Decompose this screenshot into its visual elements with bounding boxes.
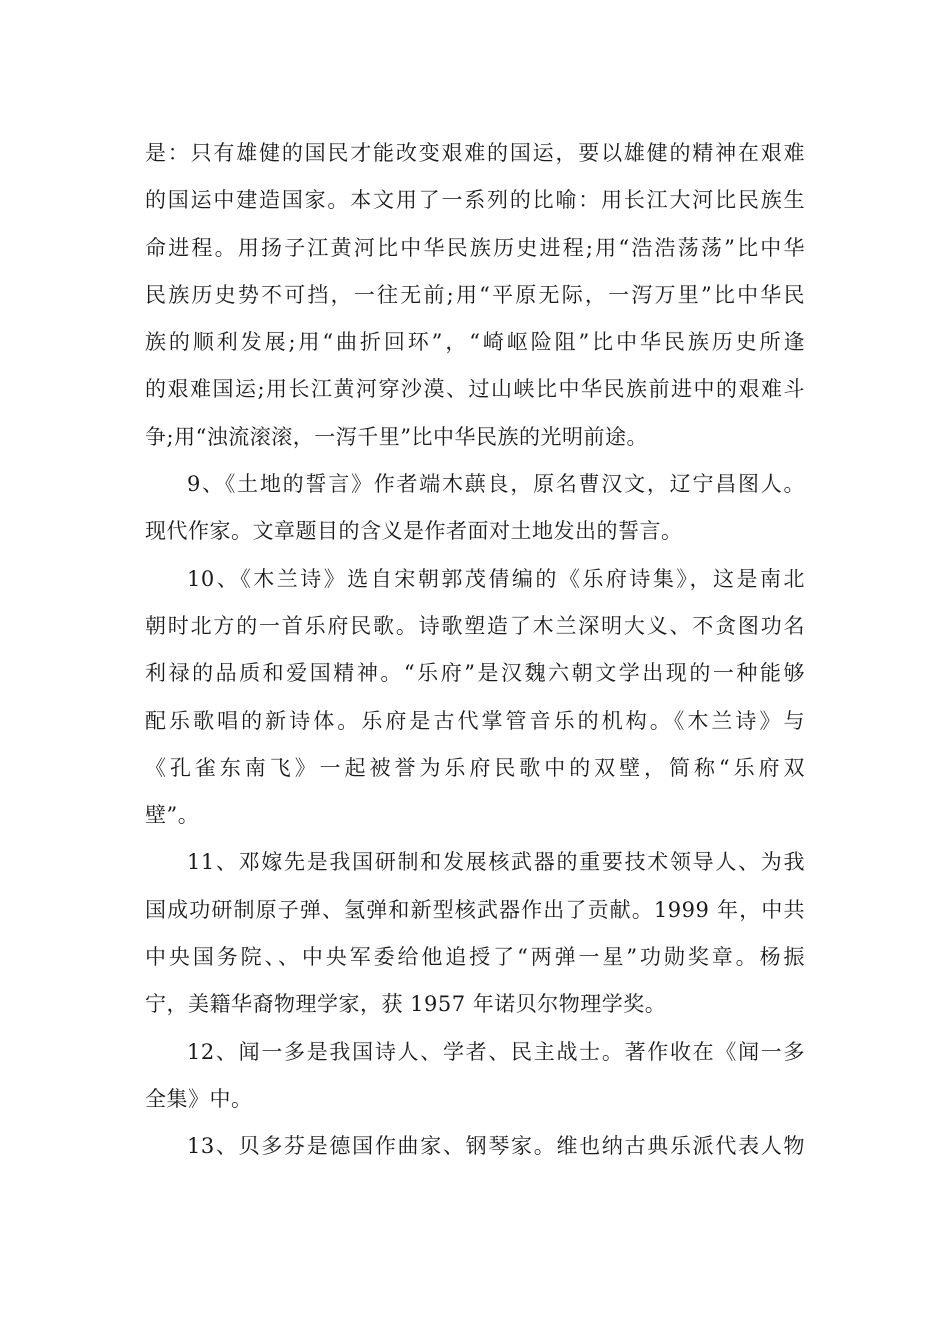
text-line: 13、贝多芬是德国作曲家、钢琴家。维也纳古典乐派代表人物 <box>187 1134 805 1159</box>
text-line: 9、《土地的誓言》作者端木蕻良，原名曹汉文，辽宁昌图人。 <box>187 472 805 497</box>
text-line: 的国运中建造国家。本文用了一系列的比喻：用长江大河比民族生 <box>145 188 805 213</box>
text-line: 宁，美籍华裔物理学家，获 1957 年诺贝尔物理学奖。 <box>145 992 667 1017</box>
text-line: 朝时北方的一首乐府民歌。诗歌塑造了木兰深明大义、不贪图功名 <box>145 613 805 638</box>
text-line: 现代作家。文章题目的含义是作者面对土地发出的誓言。 <box>145 519 683 544</box>
text-line: 族的顺利发展;用“曲折回环”，“崎岖险阻”比中华民族历史所逢 <box>145 330 805 355</box>
text-line: 的艰难国运;用长江黄河穿沙漠、过山峡比中华民族前进中的艰难斗 <box>145 377 805 402</box>
text-line: 全集》中。 <box>145 1086 253 1111</box>
text-line: 11、邓嫁先是我国研制和发展核武器的重要技术领导人、为我 <box>187 850 805 875</box>
text-line: 《孔雀东南飞》一起被誉为乐府民歌中的双壁，简称“乐府双 <box>145 755 805 780</box>
document-page <box>145 130 805 1171</box>
text-line: 配乐歌唱的新诗体。乐府是古代掌管音乐的机构。《木兰诗》与 <box>145 708 805 733</box>
text-line: 壁”。 <box>145 803 200 828</box>
text-line: 10、《木兰诗》选自宋朝郭茂倩编的《乐府诗集》，这是南北 <box>187 566 805 591</box>
text-line: 中央国务院、、中央军委给他追授了“两弹一星”功勋奖章。杨振 <box>145 945 805 970</box>
text-line: 是：只有雄健的国民才能改变艰难的国运，要以雄健的精神在艰难 <box>145 141 805 165</box>
text-line: 12、闻一多是我国诗人、学者、民主战士。著作收在《闻一多 <box>187 1039 805 1064</box>
text-line: 民族历史势不可挡，一往无前;用“平原无际，一泻万里”比中华民 <box>145 282 805 307</box>
text-line: 争;用“浊流滚滚，一泻千里”比中华民族的光明前途。 <box>145 424 649 449</box>
text-line: 国成功研制原子弹、氢弹和新型核武器作出了贡献。1999 年，中共 <box>145 897 805 922</box>
text-line: 利禄的品质和爱国精神。“乐府”是汉魏六朝文学出现的一种能够 <box>145 661 805 686</box>
text-line: 命进程。用扬子江黄河比中华民族历史进程;用“浩浩荡荡”比中华 <box>145 235 805 260</box>
